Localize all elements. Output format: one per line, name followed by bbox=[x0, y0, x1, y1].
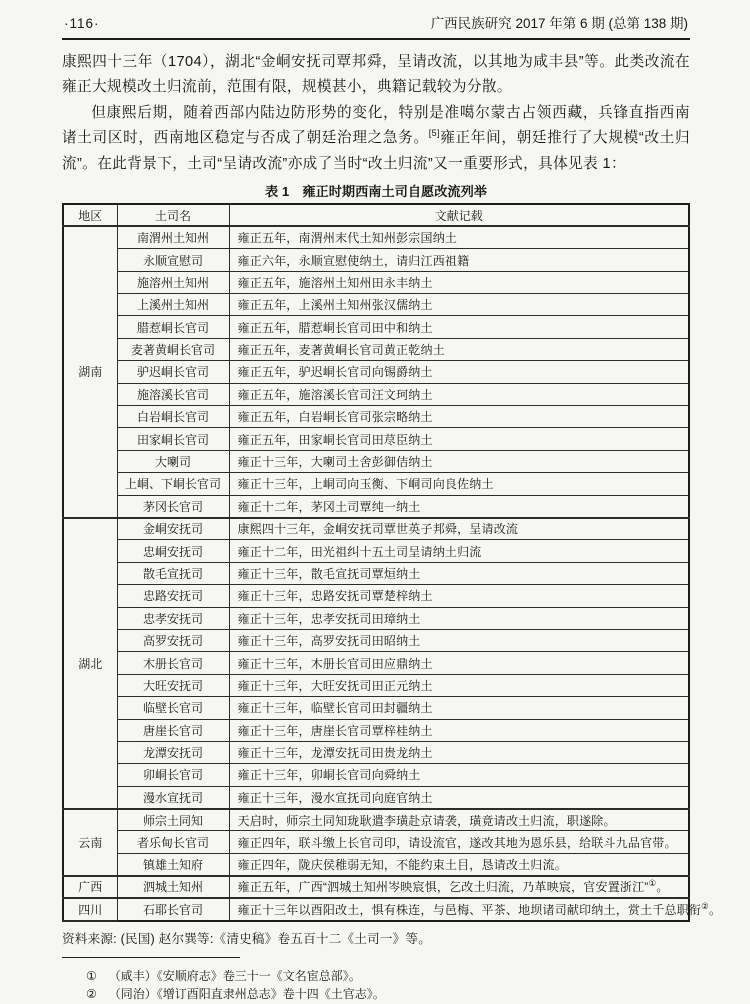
table-row bbox=[63, 361, 689, 383]
tusi-name-cell: 镇雄土知府 bbox=[117, 853, 229, 875]
table-header-row bbox=[63, 204, 689, 226]
table-row bbox=[63, 697, 689, 719]
footnote-item bbox=[62, 985, 690, 1004]
table-row bbox=[63, 249, 689, 271]
tusi-name-cell: 金峒安抚司 bbox=[117, 518, 229, 540]
table-row bbox=[63, 607, 689, 629]
tusi-name-cell: 临壁长官司 bbox=[117, 697, 229, 719]
record-cell: 雍正十三年，龙潭安抚司田贵龙纳土 bbox=[229, 741, 689, 763]
record-cell: 雍正十三年，唐崖长官司覃梓桂纳土 bbox=[229, 719, 689, 741]
record-cell: 雍正五年，上溪州土知州张汉儒纳土 bbox=[229, 294, 689, 316]
tusi-name-cell: 散毛宣抚司 bbox=[117, 562, 229, 584]
record-cell: 雍正十三年，上峒司向玉衡、下峒司向良佐纳土 bbox=[229, 473, 689, 495]
table-row bbox=[63, 652, 689, 674]
record-cell: 康熙四十三年，金峒安抚司覃世英子邦舜，呈请改流 bbox=[229, 518, 689, 540]
footnote-item bbox=[62, 967, 690, 986]
tusi-name-cell: 施溶溪长官司 bbox=[117, 383, 229, 405]
table-row bbox=[63, 540, 689, 562]
table-row bbox=[63, 316, 689, 338]
table-row bbox=[63, 629, 689, 651]
column-header-tusi-name: 土司名 bbox=[117, 204, 229, 226]
record-cell: 雍正五年，白岩峒长官司张宗略纳土 bbox=[229, 406, 689, 428]
tusi-name-cell: 大喇司 bbox=[117, 450, 229, 472]
tusi-name-cell: 师宗土同知 bbox=[117, 809, 229, 831]
tusi-name-cell: 石耶长官司 bbox=[117, 898, 229, 920]
table-row bbox=[63, 271, 689, 293]
tusi-name-cell: 南渭州土知州 bbox=[117, 226, 229, 248]
record-cell: 雍正十三年，漫水宣抚司向庭官纳土 bbox=[229, 786, 689, 808]
footnote-ref: ② bbox=[701, 900, 709, 911]
paragraph-2-text-cont: 雍正年间，朝廷推行了大规模“改土归流”。在此背景下，土司“呈请改流”亦成了当时“改土归流”又一重要形式，具体见表 1： bbox=[62, 130, 690, 172]
footnote-ref: ① bbox=[648, 878, 657, 889]
footnote-rule bbox=[62, 957, 240, 958]
tusi-name-cell: 施溶州土知州 bbox=[117, 271, 229, 293]
tusi-name-cell: 腊惹峒长官司 bbox=[117, 316, 229, 338]
header-rule bbox=[62, 38, 690, 40]
table-row bbox=[63, 406, 689, 428]
table-row bbox=[63, 226, 689, 248]
paragraph-2 bbox=[62, 101, 690, 177]
tusi-name-cell: 驴迟峒长官司 bbox=[117, 361, 229, 383]
record-cell: 雍正十三年，大喇司土舍彭御佶纳土 bbox=[229, 450, 689, 472]
record-cell: 雍正十三年，卯峒长官司向舜纳土 bbox=[229, 764, 689, 786]
table-row bbox=[63, 741, 689, 763]
table-row bbox=[63, 473, 689, 495]
region-cell: 云南 bbox=[63, 809, 117, 876]
column-header-region: 地区 bbox=[63, 204, 117, 226]
tusi-name-cell: 永顺宣慰司 bbox=[117, 249, 229, 271]
tusi-name-cell: 茅冈长官司 bbox=[117, 495, 229, 517]
table-row bbox=[63, 294, 689, 316]
footnote-marker: ① bbox=[86, 968, 97, 983]
tusi-name-cell: 白岩峒长官司 bbox=[117, 406, 229, 428]
page-number: ·116· bbox=[64, 16, 100, 31]
table-row bbox=[63, 674, 689, 696]
table-row bbox=[63, 338, 689, 360]
tusi-table bbox=[62, 203, 722, 922]
paragraph-2-text: 但康熙后期，随着西部内陆边防形势的变化，特别是准噶尔蒙古占领西藏，兵锋直指西南诸土司区时，西南地区稳定与否成了朝廷治理之急务。 bbox=[62, 104, 690, 147]
journal-title-line: 广西民族研究 2017 年第 6 期 (总第 138 期) bbox=[430, 16, 688, 31]
record-cell: 雍正十二年，田光祖纠十五土司呈请纳土归流 bbox=[229, 540, 689, 562]
table-row bbox=[63, 585, 689, 607]
table-row bbox=[63, 786, 689, 808]
footnote-marker: ② bbox=[86, 987, 97, 1002]
tusi-name-cell: 卯峒长官司 bbox=[117, 764, 229, 786]
tusi-name-cell: 上溪州土知州 bbox=[117, 294, 229, 316]
region-cell: 湖北 bbox=[63, 518, 117, 809]
table-row bbox=[63, 876, 689, 898]
record-cell: 雍正五年，广西“泗城土知州岑映宸惧，乞改土归流，乃革映宸，官安置浙江”①。 bbox=[229, 876, 689, 898]
tusi-name-cell: 高罗安抚司 bbox=[117, 629, 229, 651]
record-cell: 雍正十三年，高罗安抚司田昭纳土 bbox=[229, 629, 689, 651]
table-row bbox=[63, 809, 689, 831]
record-cell: 雍正四年，联斗缴上长官司印，请设流官，遂改其地为恩乐县，给联斗九品官带。 bbox=[229, 831, 689, 853]
record-cell: 雍正十三年，木册长官司田应鼎纳土 bbox=[229, 652, 689, 674]
record-cell: 雍正四年，陇庆侯稚弱无知，不能约束土目，恳请改土归流。 bbox=[229, 853, 689, 875]
footnote-text: （同治）《增订酉阳直隶州总志》卷十四《土官志》。 bbox=[108, 987, 385, 1002]
tusi-name-cell: 忠峒安抚司 bbox=[117, 540, 229, 562]
paragraph-1: 康熙四十三年（1704），湖北“金峒安抚司覃邦舜，呈请改流，以其地为咸丰县”等。此类改流在雍正大规模改土归流前，范围有限，规模甚小，典籍记载较为分散。 bbox=[62, 54, 690, 96]
tusi-name-cell: 唐崖长官司 bbox=[117, 719, 229, 741]
table-row bbox=[63, 562, 689, 584]
record-cell: 雍正十二年，茅冈土司覃纯一纳土 bbox=[229, 495, 689, 517]
record-cell: 雍正十三年，散毛宣抚司覃烜纳土 bbox=[229, 562, 689, 584]
record-cell: 雍正六年，永顺宣慰使纳土，请归江西祖籍 bbox=[229, 249, 689, 271]
table-caption: 表 1 雍正时期西南土司自愿改流列举 bbox=[265, 184, 487, 200]
tusi-name-cell: 田家峒长官司 bbox=[117, 428, 229, 450]
table-row bbox=[63, 383, 689, 405]
tusi-name-cell: 木册长官司 bbox=[117, 652, 229, 674]
record-cell: 雍正五年，驴迟峒长官司向锡爵纳土 bbox=[229, 361, 689, 383]
tusi-name-cell: 者乐甸长官司 bbox=[117, 831, 229, 853]
table-row bbox=[63, 450, 689, 472]
running-head bbox=[62, 12, 690, 32]
tusi-name-cell: 忠路安抚司 bbox=[117, 585, 229, 607]
table-row bbox=[63, 764, 689, 786]
tusi-name-cell: 麦著黄峒长官司 bbox=[117, 338, 229, 360]
table-row bbox=[63, 898, 689, 920]
table-row bbox=[63, 853, 689, 875]
tusi-name-cell: 忠孝安抚司 bbox=[117, 607, 229, 629]
record-cell: 雍正十三年，忠孝安抚司田璋纳土 bbox=[229, 607, 689, 629]
tusi-name-cell: 龙潭安抚司 bbox=[117, 741, 229, 763]
record-cell: 雍正十三年以酉阳改土，惧有株连，与邑梅、平茶、地坝诸司献印纳土，赏土千总职衔②。 bbox=[229, 898, 689, 920]
footnote-text: （咸丰）《安顺府志》卷三十一《文名宦总部》。 bbox=[108, 968, 361, 983]
record-cell: 雍正十三年，大旺安抚司田正元纳土 bbox=[229, 674, 689, 696]
table-row bbox=[63, 495, 689, 517]
tusi-name-cell: 泗城土知州 bbox=[117, 876, 229, 898]
table-row bbox=[63, 518, 689, 540]
record-cell: 雍正五年，田家峒长官司田荩臣纳土 bbox=[229, 428, 689, 450]
region-cell: 湖南 bbox=[63, 226, 117, 517]
table-source-note: 资料来源: (民国) 赵尔巽等:《清史稿》卷五百十二《土司一》等。 bbox=[62, 931, 432, 946]
record-cell: 雍正十三年，临壁长官司田封疆纳土 bbox=[229, 697, 689, 719]
record-cell: 天启时，师宗土同知珑耿遣李璜赴京请袭，璜竟请改土归流，职遂除。 bbox=[229, 809, 689, 831]
tusi-name-cell: 大旺安抚司 bbox=[117, 674, 229, 696]
table-row bbox=[63, 831, 689, 853]
table-row bbox=[63, 719, 689, 741]
citation-marker: [5] bbox=[428, 128, 440, 139]
column-header-record: 文献记载 bbox=[229, 204, 689, 226]
record-cell: 雍正五年，麦著黄峒长官司黄正乾纳土 bbox=[229, 338, 689, 360]
region-cell: 广西 bbox=[63, 876, 117, 898]
tusi-name-cell: 上峒、下峒长官司 bbox=[117, 473, 229, 495]
tusi-name-cell: 漫水宣抚司 bbox=[117, 786, 229, 808]
record-cell: 雍正五年，腊惹峒长官司田中和纳土 bbox=[229, 316, 689, 338]
region-cell: 四川 bbox=[63, 898, 117, 920]
record-cell: 雍正五年，施溶溪长官司汪文珂纳土 bbox=[229, 383, 689, 405]
record-cell: 雍正五年，南渭州末代土知州彭宗国纳土 bbox=[229, 226, 689, 248]
table-row bbox=[63, 428, 689, 450]
record-cell: 雍正五年，施溶州土知州田永丰纳土 bbox=[229, 271, 689, 293]
record-cell: 雍正十三年，忠路安抚司覃楚梓纳土 bbox=[229, 585, 689, 607]
